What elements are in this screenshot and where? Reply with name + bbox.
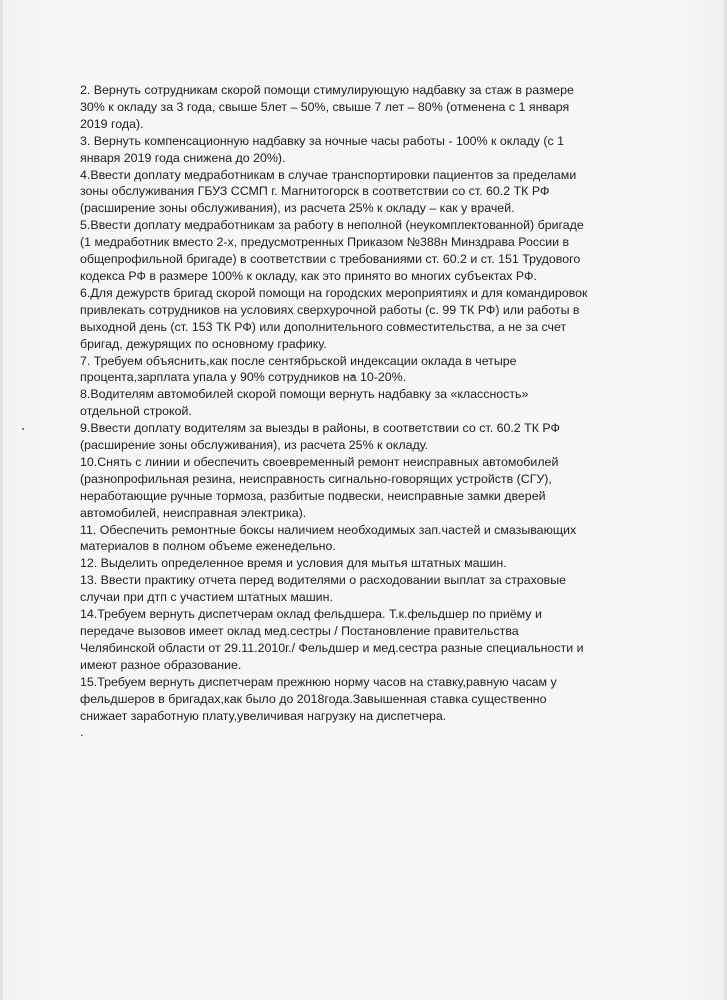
paragraph-line: 5.Ввести доплату медработникам за работу в неполной (неукомплектованной) бригаде [80,218,584,233]
paragraph-line: (расширение зоны обслуживания), из расчета 25% к окладу. [80,438,429,453]
paragraph-line: 10.Снять с линии и обеспечить своевременный ремонт неисправных автомобилей [80,454,559,469]
paragraph-line: 4.Ввести доплату медработникам в случае транспортировки пациентов за пределами [80,167,577,182]
paragraph-line: 3. Вернуть компенсационную надбавку за ночные часы работы - 100% к окладу (с 1 [80,133,564,148]
paragraph-item-5 [80,217,620,285]
scan-speck [22,428,24,430]
paragraph-item-14 [80,606,620,674]
paragraph-line: кодекса РФ в размере 100% к окладу, как это принято во многих субъектах РФ. [80,268,537,283]
page-left-edge [0,0,3,1000]
paragraph-line: (разнопрофильная резина, неисправность сигнально-говорящих устройств (СГУ), [80,471,552,486]
paragraph-line: снижает заработную плату,увеличивая нагрузку на диспетчера. [80,708,447,723]
paragraph-item-10 [80,454,620,522]
paragraph-line: 30% к окладу за 3 года, свыше 5лет – 50%, свыше 7 лет – 80% (отменена с 1 января [80,99,570,114]
paragraph-line: 11. Обеспечить ремонтные боксы наличием необходимых зап.частей и смазывающих [80,522,577,537]
paragraph-line: . [80,725,84,740]
paragraph-line: выходной день (ст. 153 ТК РФ) или дополнительного совместительства, а не за счет [80,319,567,334]
paragraph-line: 8.Водителям автомобилей скорой помощи вернуть надбавку за «классность» [80,387,529,402]
paragraph-line: 6.Для дежурств бригад скорой помощи на городских мероприятиях и для командировок [80,285,588,300]
paragraph-trailing-mark [80,724,620,741]
paragraph-line: 15.Требуем вернуть диспетчерам прежнюю норму часов на ставку,равную часам у [80,674,557,689]
paragraph-line: 2. Вернуть сотрудникам скорой помощи стимулирующую надбавку за стаж в размере [80,83,574,97]
paragraph-line: бригад, дежурящих по основному графику. [80,336,327,351]
paragraph-line: передаче вызовов имеет оклад мед.сестры / Постановление правительства [80,624,519,638]
paragraph-line: 12. Выделить определенное время и условия для мытья штатных машин. [80,556,507,571]
paragraph-line: привлекать сотрудников на условиях сверхурочной работы (с. 99 ТК РФ) или работы в [80,302,580,317]
paragraph-item-6 [80,285,620,353]
paragraph-line: (1 медработник вместо 2-х, предусмотренных Приказом №388н Минздрава России в [80,235,570,250]
paragraph-item-13 [80,572,620,606]
paragraph-item-12 [80,555,620,572]
paragraph-line: 14.Требуем вернуть диспетчерам оклад фельдшера. Т.к.фельдшер по приёму и [80,607,542,622]
paragraph-item-11 [80,522,620,556]
paragraph-line: автомобилей, неисправная электрика). [80,505,307,520]
paragraph-line: материалов в полном объеме еженедельно. [80,539,336,554]
document-body [80,82,620,741]
paragraph-item-4 [80,167,620,218]
paragraph-line: 2019 года). [80,116,144,131]
paragraph-line: зоны обслуживания ГБУЗ ССМП г. Магнитогорск в соответствии со ст. 60.2 ТК РФ [80,184,550,199]
paragraph-line: 7. Требуем объяснить,как после сентябрьской индексации оклада в четыре [80,353,517,368]
paragraph-item-9 [80,420,620,454]
paragraph-line: (расширение зоны обслуживания), из расчета 25% к окладу – как у врачей. [80,201,515,216]
paragraph-line: процента,зарплата упала у 90% сотрудников на 10-20%. [80,370,407,385]
paragraph-line: 9.Ввести доплату водителям за выезды в районы, в соответствии со ст. 60.2 ТК РФ [80,421,560,436]
paragraph-line: января 2019 года снижена до 20%). [80,150,286,165]
paragraph-line: общепрофильной бригаде) в соответствии с требованиями ст. 60.2 и ст. 151 Трудового [80,252,581,267]
paragraph-line: неработающие ручные тормоза, разбитые подвески, неисправные замки дверей [80,488,546,503]
paragraph-line: отдельной строкой. [80,404,192,419]
paragraph-line: имеют разное образование. [80,657,242,672]
paragraph-item-3 [80,133,620,167]
paragraph-line: Челябинской области от 29.11.2010г./ Фельдшер и мед.сестра разные специальности и [80,640,584,655]
paragraph-item-7 [80,353,620,387]
paragraph-item-2 [80,82,620,133]
paragraph-line: фельдшеров в бригадах,как было до 2018года.Завышенная ставка существенно [80,691,547,706]
paragraph-line: 13. Ввести практику отчета перед водителями о расходовании выплат за страховые [80,573,567,588]
paragraph-line: случаи при дтп с участием штатных машин. [80,590,333,605]
paragraph-item-8 [80,386,620,420]
paragraph-item-15 [80,674,620,725]
